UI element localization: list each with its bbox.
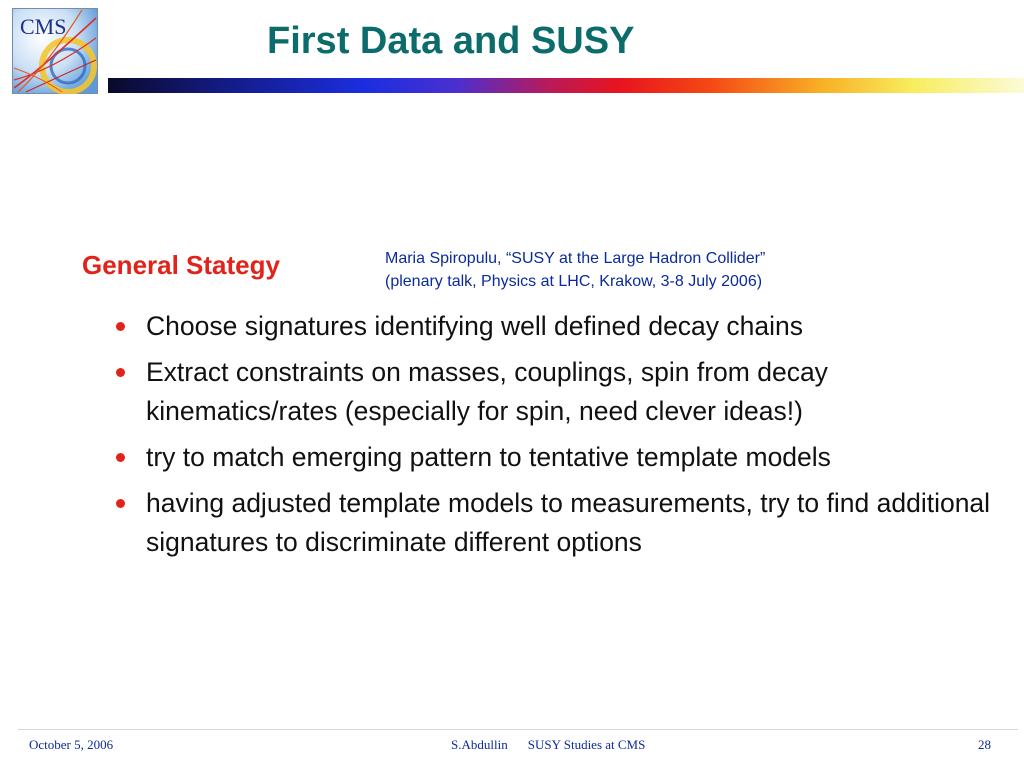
bullet-text: Extract constraints on masses, couplings, spin from decay kinematics/rates (especially for spin, need clever ideas!): [146, 357, 828, 426]
bullet-item: [112, 307, 992, 346]
attribution: [385, 247, 765, 293]
attribution-line-2: (plenary talk, Physics at LHC, Krakow, 3-8 July 2006): [385, 273, 763, 290]
footer-author: S.Abdullin: [451, 737, 508, 752]
bullet-dot-icon: [116, 368, 125, 377]
title-gradient-bar: [108, 78, 1024, 93]
bullet-dot-icon: [116, 453, 125, 462]
bullet-text: having adjusted template models to measurements, try to find additional signatures to discriminate different options: [146, 488, 991, 557]
footer-page-number: 28: [978, 737, 991, 752]
bullet-text: try to match emerging pattern to tentative template models: [146, 442, 831, 472]
bullet-item: [112, 484, 992, 562]
cms-logo: [12, 8, 98, 94]
footer-talk-title: SUSY Studies at CMS: [527, 737, 646, 752]
cms-logo-text: CMS: [20, 14, 67, 39]
bullet-dot-icon: [116, 322, 125, 331]
bullet-text: Choose signatures identifying well defined decay chains: [146, 311, 804, 341]
section-heading: General Stategy: [82, 250, 280, 280]
bullet-list: [112, 307, 992, 569]
bullet-dot-icon: [116, 499, 125, 508]
bullet-item: [112, 438, 992, 477]
attribution-line-1: Maria Spiropulu, “SUSY at the Large Hadron Collider”: [385, 250, 766, 267]
footer-divider: [18, 729, 1018, 730]
footer-date: October 5, 2006: [29, 737, 114, 752]
bullet-item: [112, 353, 992, 431]
slide-title: First Data and SUSY: [267, 20, 635, 62]
footer-center: [451, 737, 665, 753]
